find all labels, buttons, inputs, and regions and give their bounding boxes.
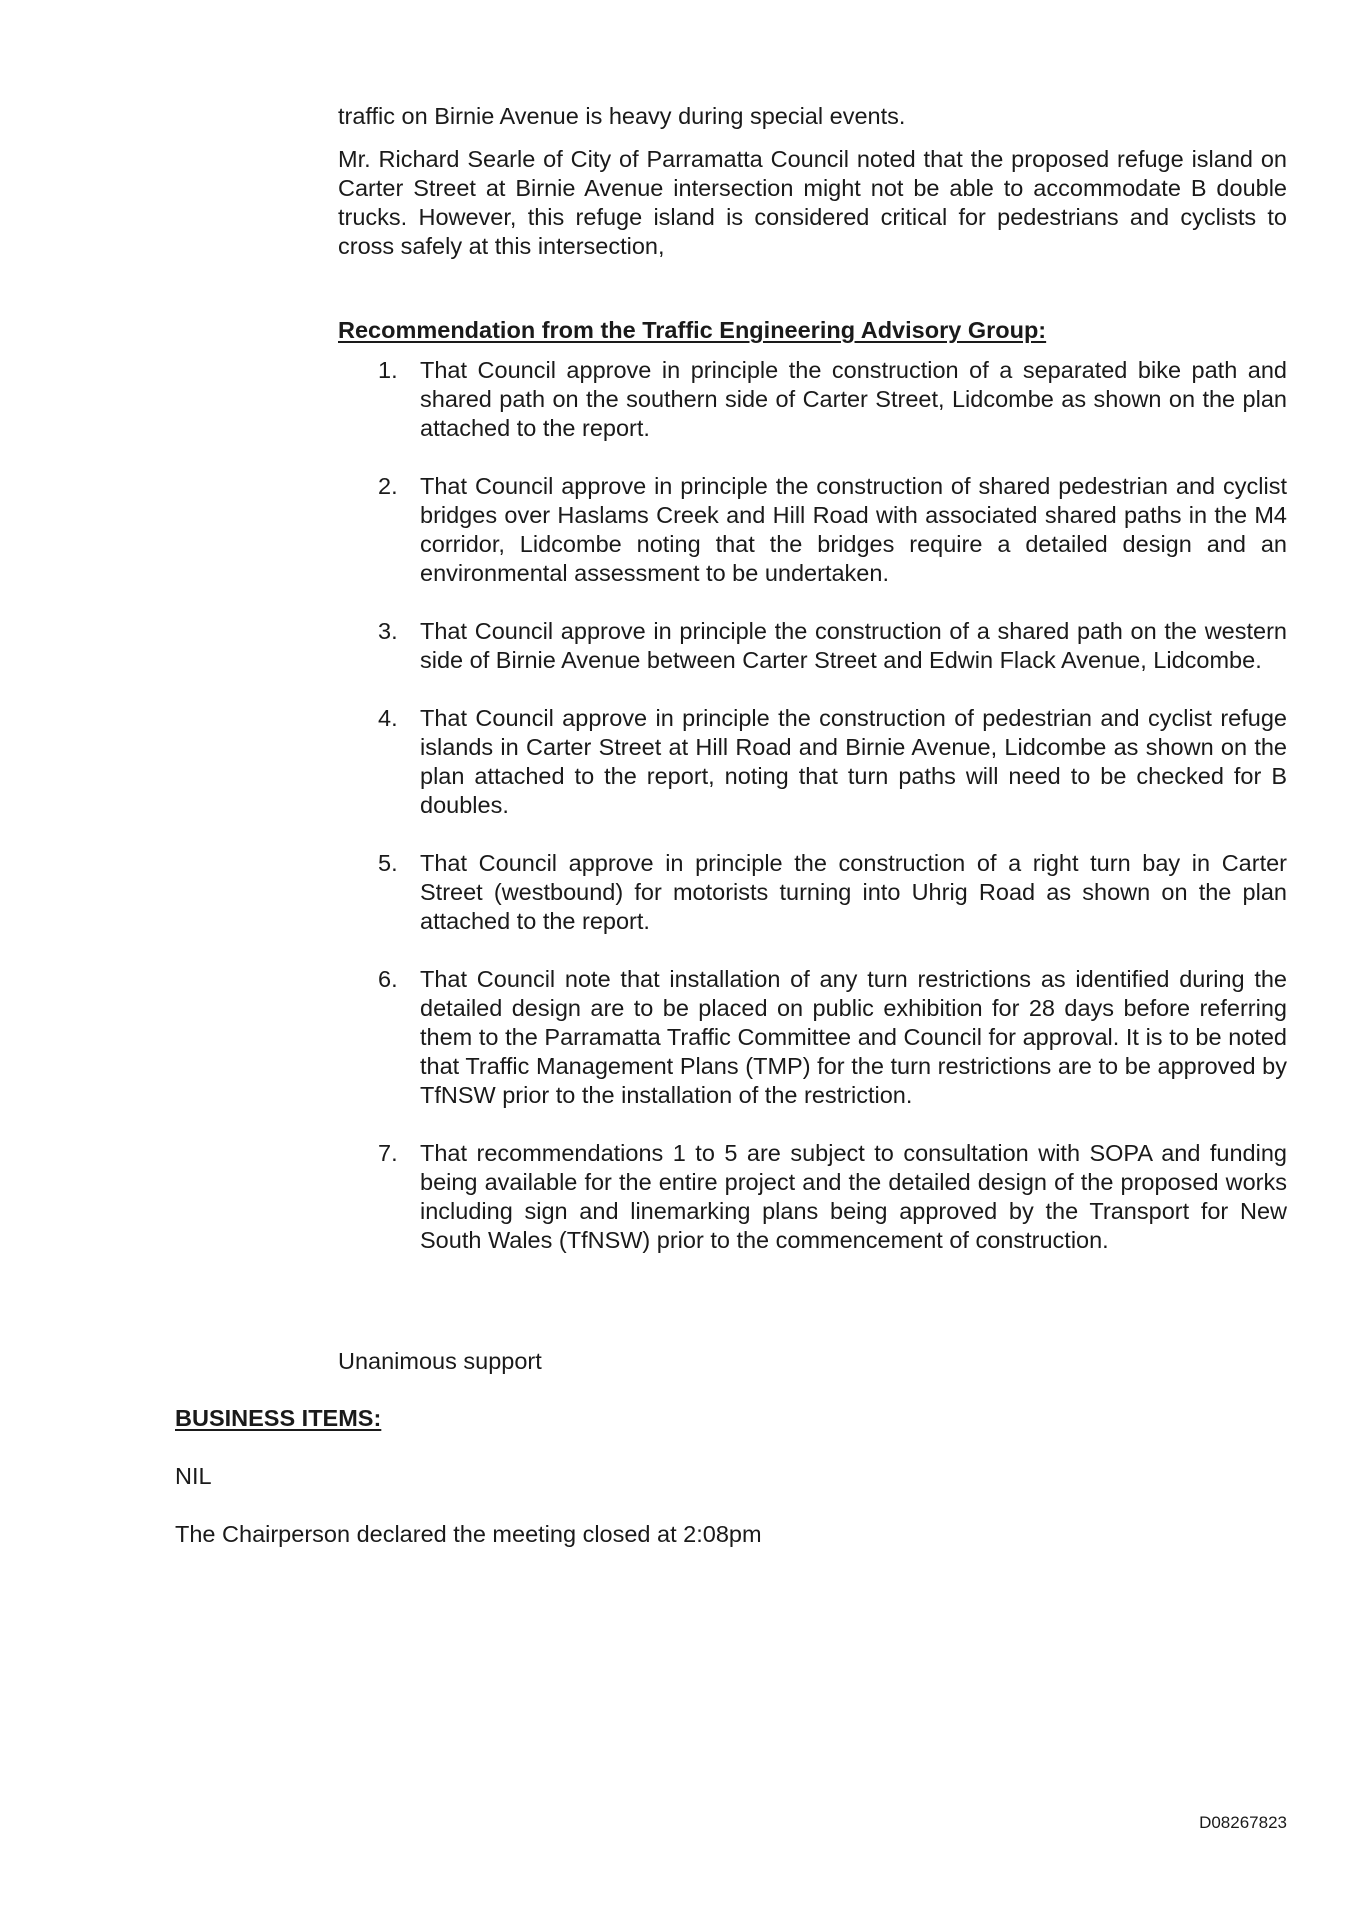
support-note: Unanimous support <box>338 1348 542 1374</box>
recommendation-number: 6. <box>378 966 398 992</box>
recommendation-number: 4. <box>378 705 398 731</box>
recommendation-text: That recommendations 1 to 5 are subject to consultation with SOPA and funding being available for the entire project and the detailed design of the proposed works including sign and linemarking plans being approved by the Transport for New South Wales (TfNSW) prior to the commencement of construction. <box>420 1140 1287 1253</box>
closing-statement: The Chairperson declared the meeting closed at 2:08pm <box>175 1521 762 1547</box>
document-id: D08267823 <box>1199 1813 1287 1832</box>
recommendation-text: That Council note that installation of any turn restrictions as identified during the detailed design are to be placed on public exhibition for 28 days before referring them to the Parramatta Traffic Committee and Council for approval. It is to be noted that Traffic Management Plans (TMP) for the turn restrictions are to be approved by TfNSW prior to the installation of the restriction. <box>420 966 1287 1108</box>
recommendation-number: 7. <box>378 1140 398 1166</box>
recommendation-text: That Council approve in principle the construction of shared pedestrian and cyclist bridges over Haslams Creek and Hill Road with associated shared paths in the M4 corridor, Lidcombe noting that the bridges require a detailed design and an environmental assessment to be undertaken. <box>420 473 1287 586</box>
recommendation-item <box>378 472 1287 588</box>
recommendation-item <box>378 849 1287 936</box>
recommendation-number: 3. <box>378 618 398 644</box>
recommendation-text: That Council approve in principle the construction of a right turn bay in Carter Street (westbound) for motorists turning into Uhrig Road as shown on the plan attached to the report. <box>420 850 1287 934</box>
business-items-heading: BUSINESS ITEMS: <box>175 1405 382 1431</box>
recommendation-text: That Council approve in principle the construction of a shared path on the western side of Birnie Avenue between Carter Street and Edwin Flack Avenue, Lidcombe. <box>420 618 1287 673</box>
recommendation-item <box>378 1139 1287 1255</box>
recommendation-item <box>378 704 1287 820</box>
recommendation-number: 2. <box>378 473 398 499</box>
recommendation-item <box>378 965 1287 1110</box>
recommendation-item <box>378 356 1287 443</box>
recommendation-list <box>378 356 1287 1284</box>
business-items-value: NIL <box>175 1463 212 1489</box>
recommendation-item <box>378 617 1287 675</box>
intro-paragraph: Mr. Richard Searle of City of Parramatta Council noted that the proposed refuge island on Carter Street at Birnie Avenue intersection might not be able to accommodate B double trucks. However, this refuge island is considered critical for pedestrians and cyclists to cross safely at this intersection, <box>338 146 1287 259</box>
recommendation-number: 1. <box>378 357 398 383</box>
recommendation-number: 5. <box>378 850 398 876</box>
recommendation-heading: Recommendation from the Traffic Engineering Advisory Group: <box>338 317 1047 343</box>
recommendation-text: That Council approve in principle the construction of a separated bike path and shared path on the southern side of Carter Street, Lidcombe as shown on the plan attached to the report. <box>420 357 1287 441</box>
intro-line: traffic on Birnie Avenue is heavy during special events. <box>338 103 906 129</box>
recommendation-text: That Council approve in principle the construction of pedestrian and cyclist refuge islands in Carter Street at Hill Road and Birnie Avenue, Lidcombe as shown on the plan attached to the report, noting that turn paths will need to be checked for B doubles. <box>420 705 1287 818</box>
